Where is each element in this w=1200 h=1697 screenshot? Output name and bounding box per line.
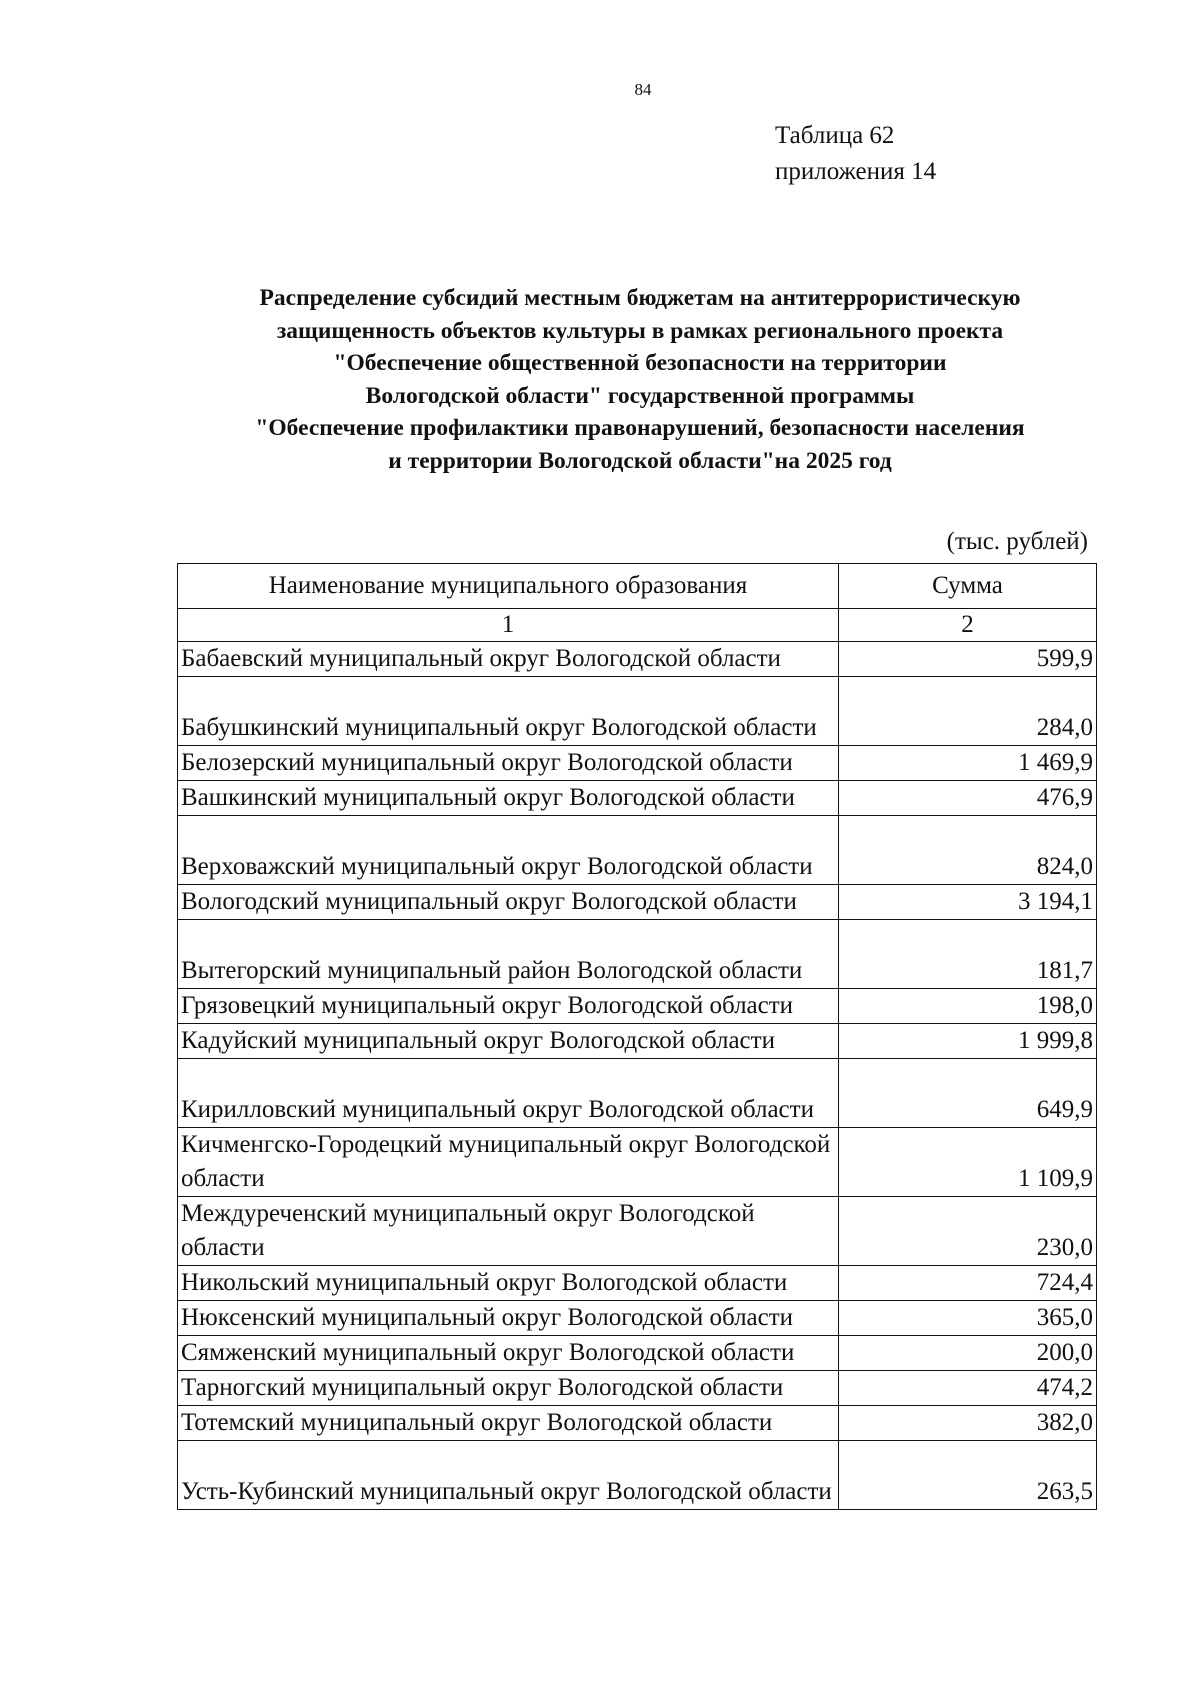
municipality-name: Нюксенский муниципальный округ Вологодской области	[178, 1301, 839, 1336]
subsidy-sum: 474,2	[839, 1371, 1097, 1406]
table-row	[178, 781, 1097, 816]
column-number-1: 1	[178, 609, 839, 642]
subsidy-sum: 382,0	[839, 1406, 1097, 1441]
municipality-name: Тарногский муниципальный округ Вологодской области	[178, 1371, 839, 1406]
municipality-name: Верховажский муниципальный округ Вологодской области	[178, 816, 839, 885]
title-line: "Обеспечение общественной безопасности на территории	[333, 350, 947, 376]
subsidy-sum: 230,0	[839, 1197, 1097, 1266]
subsidy-sum: 181,7	[839, 920, 1097, 989]
column-number-2: 2	[839, 609, 1097, 642]
table-row	[178, 920, 1097, 989]
table-row	[178, 885, 1097, 920]
municipality-name: Кирилловский муниципальный округ Вологодской области	[178, 1059, 839, 1128]
table-row	[178, 677, 1097, 746]
municipality-name: Кичменгско-Городецкий муниципальный округ Вологодской области	[178, 1128, 839, 1197]
table-row	[178, 1371, 1097, 1406]
header-municipality: Наименование муниципального образования	[178, 564, 839, 609]
municipality-name: Белозерский муниципальный округ Вологодской области	[178, 746, 839, 781]
municipality-name: Сямженский муниципальный округ Вологодской области	[178, 1336, 839, 1371]
table-row	[178, 1197, 1097, 1266]
title-line: "Обеспечение профилактики правонарушений, безопасности населения	[255, 415, 1025, 441]
municipality-name: Бабаевский муниципальный округ Вологодской области	[178, 642, 839, 677]
table-ref-line1: Таблица 62	[775, 122, 895, 149]
table-row	[178, 816, 1097, 885]
subsidy-sum: 263,5	[839, 1441, 1097, 1510]
municipality-name: Грязовецкий муниципальный округ Вологодской области	[178, 989, 839, 1024]
table-ref-line2: приложения 14	[775, 158, 937, 185]
municipality-name: Междуреченский муниципальный округ Вологодской области	[178, 1197, 839, 1266]
table-row	[178, 1301, 1097, 1336]
subsidy-sum: 1 999,8	[839, 1024, 1097, 1059]
units-label: (тыс. рублей)	[946, 528, 1088, 555]
table-row	[178, 1406, 1097, 1441]
table-row	[178, 746, 1097, 781]
table-row	[178, 1441, 1097, 1510]
subsidy-sum: 1 469,9	[839, 746, 1097, 781]
municipality-name: Никольский муниципальный округ Вологодской области	[178, 1266, 839, 1301]
subsidy-sum: 649,9	[839, 1059, 1097, 1128]
municipality-name: Вашкинский муниципальный округ Вологодской области	[178, 781, 839, 816]
subsidy-sum: 599,9	[839, 642, 1097, 677]
municipality-name: Тотемский муниципальный округ Вологодской области	[178, 1406, 839, 1441]
subsidy-sum: 1 109,9	[839, 1128, 1097, 1197]
table-row	[178, 989, 1097, 1024]
subsidy-sum: 198,0	[839, 989, 1097, 1024]
title-line: и территории Вологодской области"на 2025 год	[388, 447, 892, 474]
subsidy-sum: 824,0	[839, 816, 1097, 885]
title-line: Распределение субсидий местным бюджетам на антитеррористическую	[259, 285, 1021, 311]
table-row	[178, 1266, 1097, 1301]
subsidies-table	[177, 563, 1097, 1510]
municipality-name: Вологодский муниципальный округ Вологодской области	[178, 885, 839, 920]
table-row	[178, 1128, 1097, 1197]
table-row	[178, 1059, 1097, 1128]
subsidy-sum: 284,0	[839, 677, 1097, 746]
table-row	[178, 642, 1097, 677]
municipality-name: Кадуйский муниципальный округ Вологодской области	[178, 1024, 839, 1059]
title-line: Вологодской области" государственной программы	[365, 382, 915, 409]
document-title	[190, 282, 1090, 477]
table-row	[178, 1024, 1097, 1059]
subsidy-sum: 724,4	[839, 1266, 1097, 1301]
municipality-name: Вытегорский муниципальный район Вологодской области	[178, 920, 839, 989]
subsidy-sum: 3 194,1	[839, 885, 1097, 920]
subsidy-sum: 365,0	[839, 1301, 1097, 1336]
table-reference	[775, 118, 936, 190]
subsidy-sum: 200,0	[839, 1336, 1097, 1371]
title-line: защищенность объектов культуры в рамках регионального проекта	[276, 317, 1004, 344]
column-number-row	[178, 609, 1097, 642]
table-row	[178, 1336, 1097, 1371]
header-sum: Сумма	[839, 564, 1097, 609]
subsidy-sum: 476,9	[839, 781, 1097, 816]
page-number: 84	[634, 80, 652, 99]
municipality-name: Усть-Кубинский муниципальный округ Вологодской области	[178, 1441, 839, 1510]
table-header-row	[178, 564, 1097, 609]
municipality-name: Бабушкинский муниципальный округ Вологодской области	[178, 677, 839, 746]
